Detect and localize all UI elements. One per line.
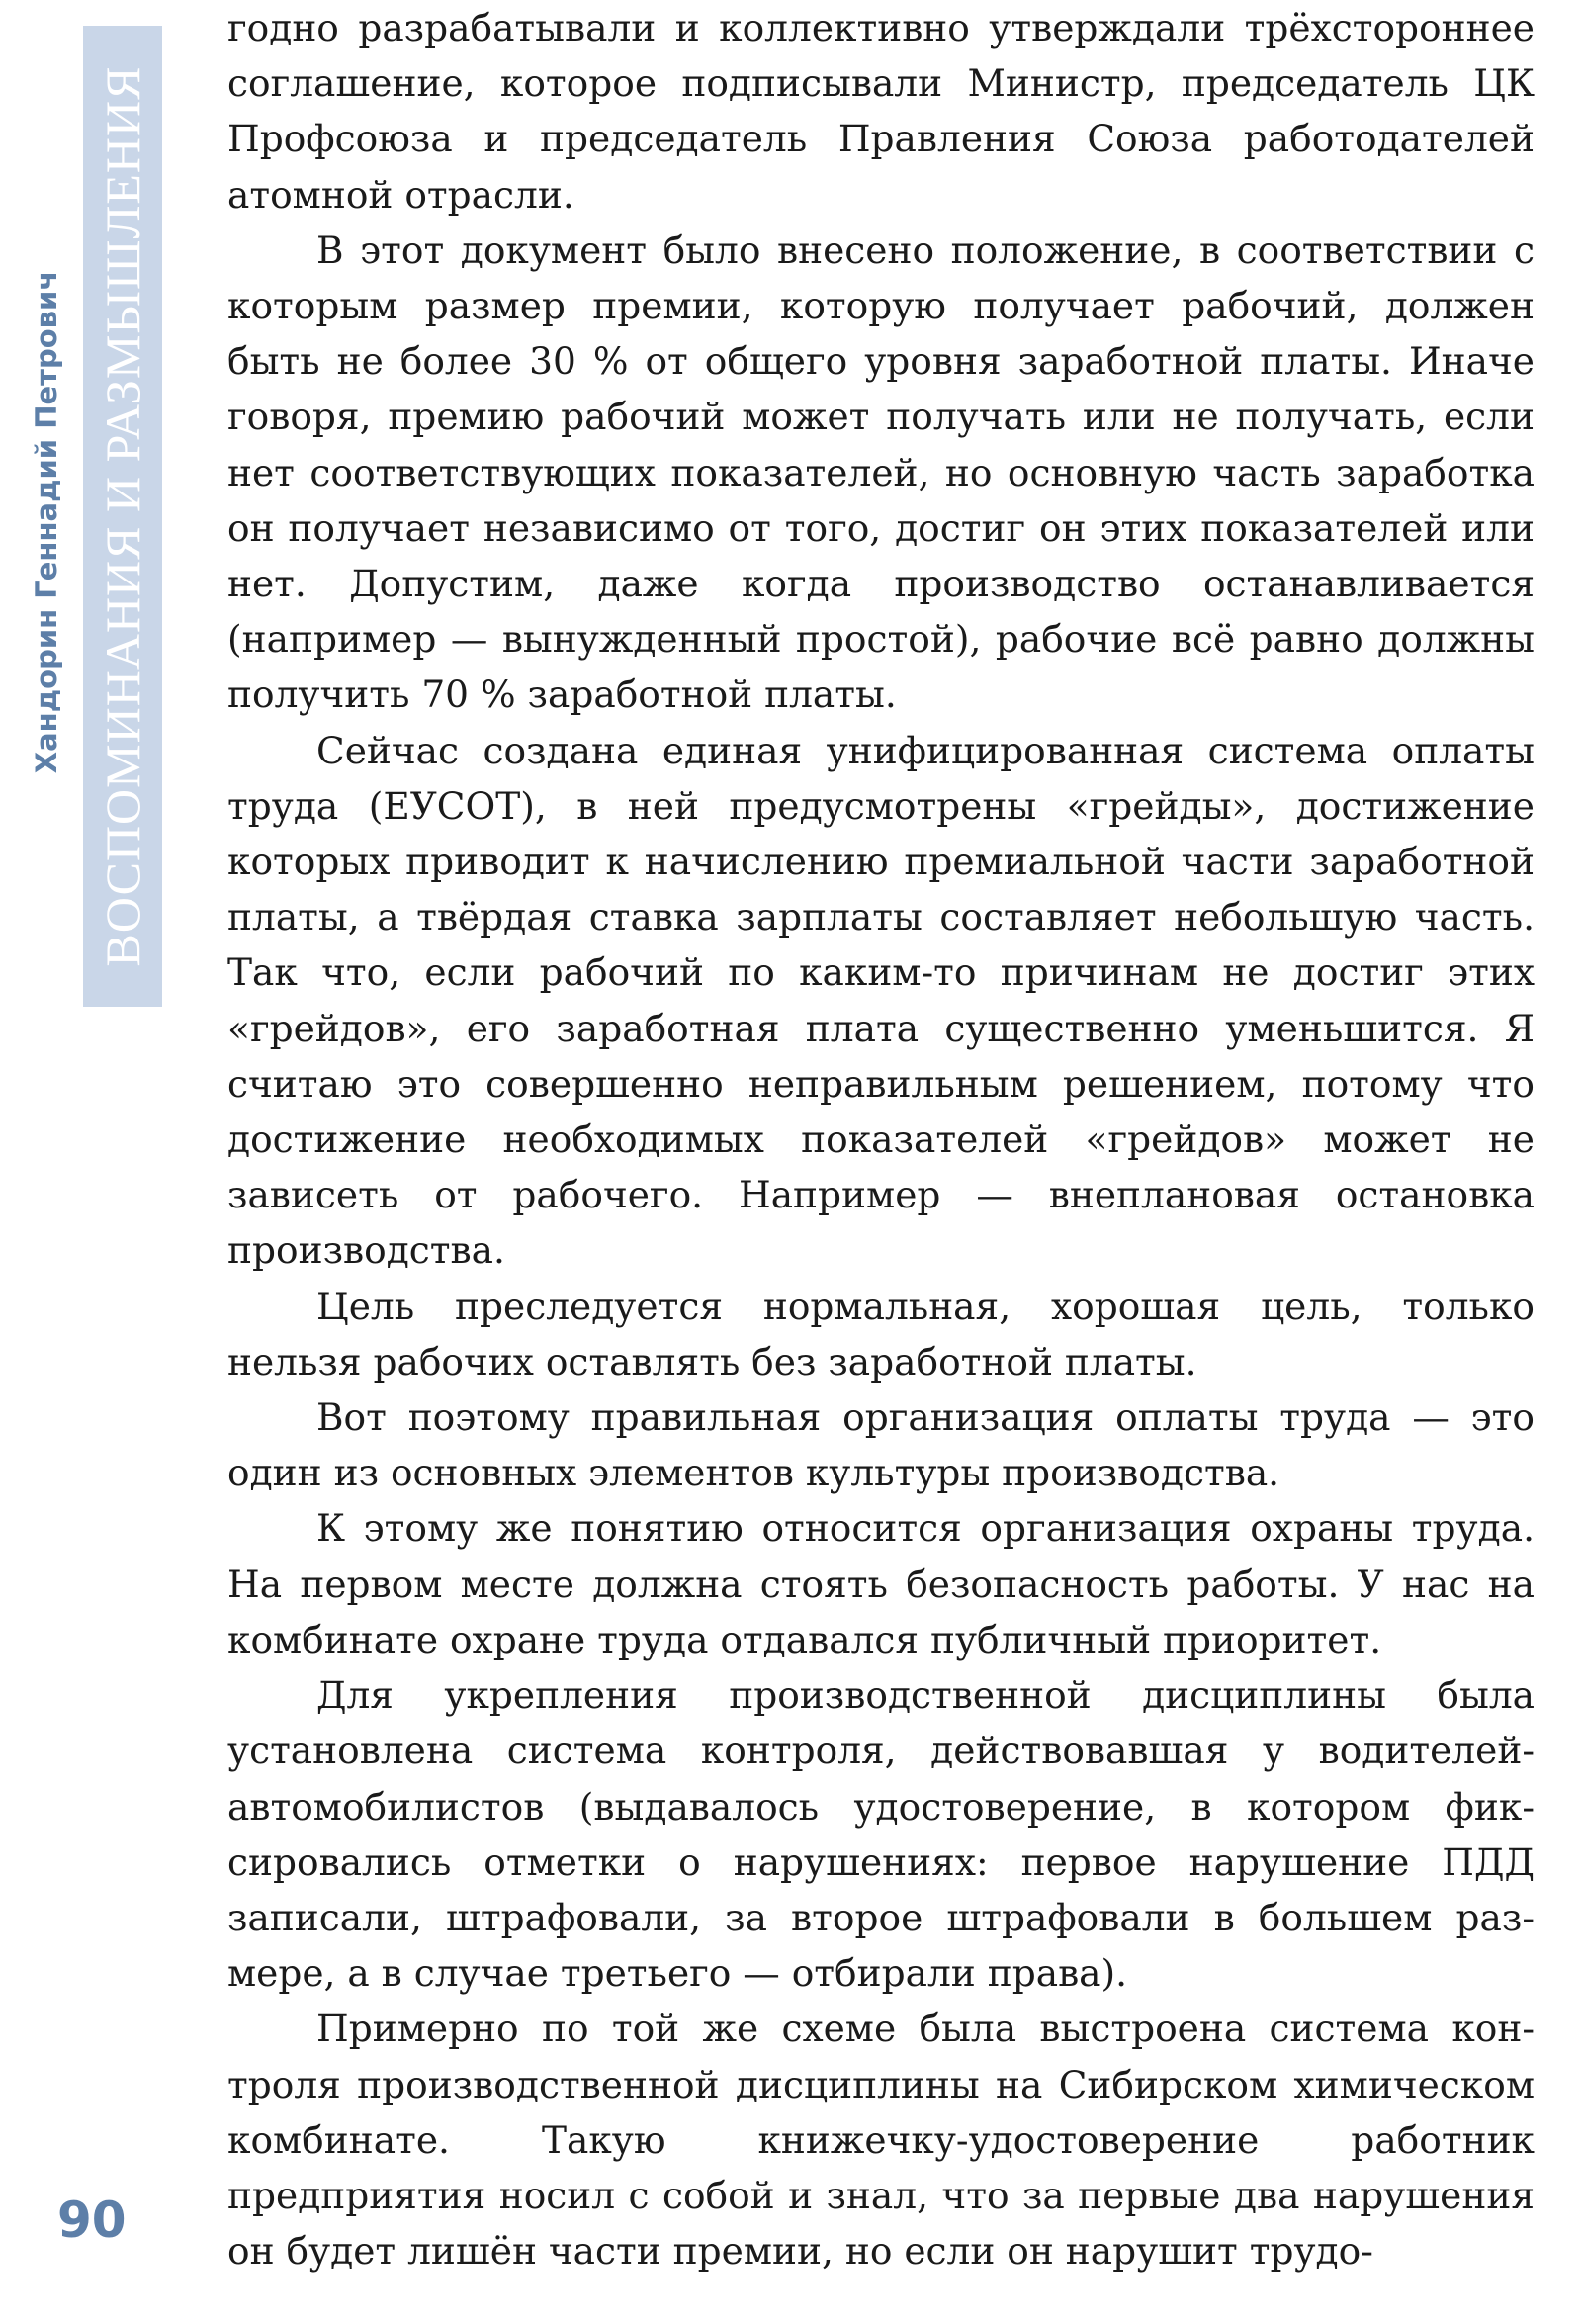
page-text (227, 0, 1535, 2324)
paragraph: Для укрепления производственной дисциплины была установлена система контроля, действовавшая у водителей-автомобилистов (выдавалось удостоверение, в котором фиксировались отметки о нарушениях: первое нарушение ПДД записали, штрафовали, за второе штрафовали в большем размере, а в случае третьего — отбирали права). (227, 1673, 1535, 1996)
paragraph: годно разрабатывали и коллективно утверждали трёхстороннее соглашение, которое подписывали Министр, председатель ЦК Профсоюза и председатель Правления Союза работодателей атомной отрасли. (227, 6, 1535, 217)
paragraph: К этому же понятию относится организация охраны труда. На первом месте должна стоять безопасность работы. У нас на комбинате охране труда отдавался публичный приоритет. (227, 1506, 1535, 1661)
page-number: 90 (57, 2191, 127, 2249)
paragraph: Примерно по той же схеме была выстроена система контроля производственной дисциплины на Сибирском химическом комбинате. Такую книжечку-удостоверение работник предприятия носил с собой и знал, что за первые два нарушения он будет лишён части премии, но если он нарушит трудо- (227, 2007, 1535, 2274)
paragraph: Вот поэтому правильная организация оплаты труда — это один из основных элементов культуры производства. (227, 1395, 1535, 1495)
paragraph: В этот документ было внесено положение, в соответствии с которым размер премии, которую получает рабочий, должен быть не более 30 % от общего уровня заработной платы. Иначе говоря, премию рабочий может получать или не получать, если нет соответствующих показателей, но основную часть заработка он получает независимо от того, достиг он этих показателей или нет. Допустим, даже когда производство останавливается (например — вынужденный простой), рабочие всё равно должны получить 70 % заработной платы. (227, 227, 1535, 717)
section-title: ВОСПОМИНАНИЯ И РАЗМЫШЛЕНИЯ (95, 65, 150, 967)
author-name: Хандорин Геннадий Петрович (30, 270, 63, 774)
paragraph: Цель преследуется нормальная, хорошая цель, только нельзя рабочих оставлять без заработной платы. (227, 1284, 1535, 1384)
paragraph: Сейчас создана единая унифицированная система оплаты труда (ЕУСОТ), в ней предусмотрены «грейды», достижение которых приводит к начислению премиальной части заработной платы, а твёрдая ставка зарплаты составляет небольшую часть. Так что, если рабочий по каким-то причинам не достиг этих «грейдов», его заработная плата существенно уменьшится. Я считаю это совершенно неправильным решением, потому что достижение необходимых показателей «грейдов» может не зависеть от рабочего. Например — внеплановая остановка производства. (227, 728, 1535, 1273)
